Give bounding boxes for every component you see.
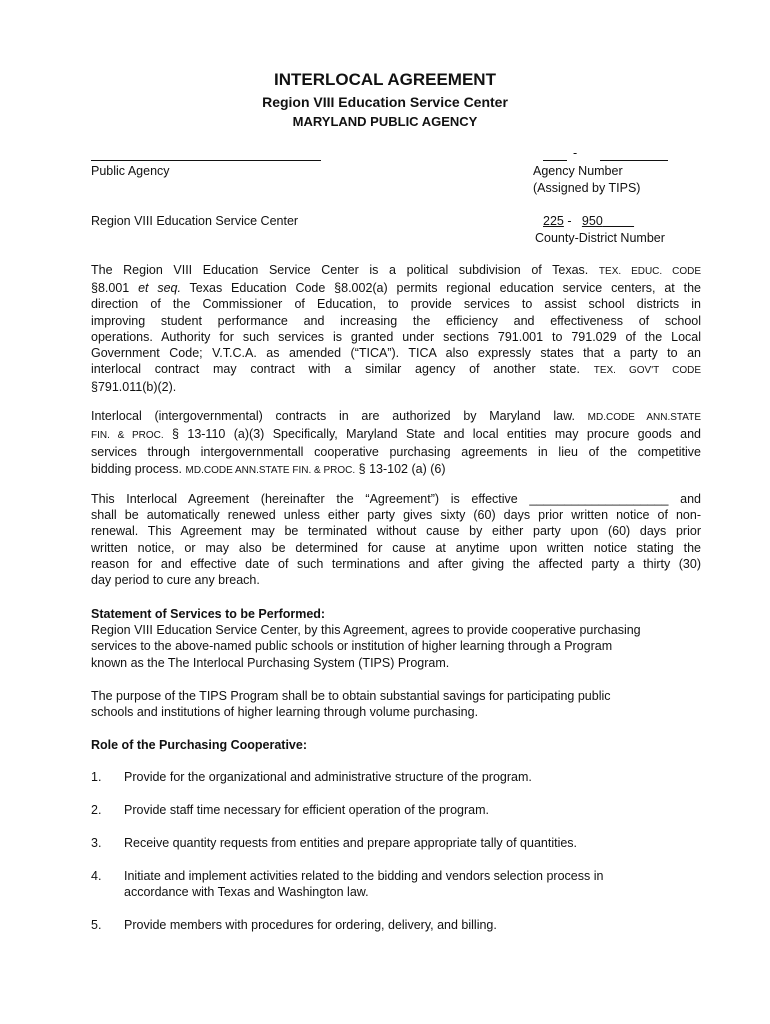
agency-number-blank-2 <box>600 160 668 161</box>
agency-number-dash: - <box>573 146 578 160</box>
document-title: INTERLOCAL AGREEMENT <box>274 70 496 89</box>
public-agency-label: Public Agency <box>91 164 170 178</box>
region-name: Region VIII Education Service Center <box>91 214 299 228</box>
district-code: 950 <box>581 214 603 228</box>
county-district-number: 225 - 950 <box>543 214 634 228</box>
county-code: 225 <box>543 214 564 228</box>
agency-heading: MARYLAND PUBLIC AGENCY <box>292 114 478 129</box>
purpose-paragraph: The purpose of the TIPS Program shall be to obtain substantial savings for participating public schools and institutions of higher learning through volume purchasing. <box>91 689 611 720</box>
authority-paragraph-texas: The Region VIII Education Service Center is a political subdivision of Texas. TEX. EDUC. CODE §8.001 et seq. Texas Education Code §8.002(a) permits regional education service centers, at the direction of the Commissioner of Education, to provide services to assist school districts in improving student performance and increasing the efficiency and effectiveness of school operations. Authority for such services is granted under sections 791.001 to 791.029 of the Local Government Code; V.T.C.A. as amended (“TICA”). TICA also expressly states that a party to an interlocal contract may contract with a similar agency of another state. TEX. GOV'T CODE §791.011(b)(2). <box>91 263 701 395</box>
authority-paragraph-maryland: Interlocal (intergovernmental) contracts in are authorized by Maryland law. MD.CODE ANN.STATE FIN. & PROC. § 13-110 (a)(3) Specifically, Maryland State and local entities may procure goods and services through intergovernmentall cooperative purchasing agreements in lieu of the competitive bidding process. MD.CODE ANN.STATE FIN. & PROC. § 13-102 (a) (6) <box>91 409 701 476</box>
agency-number-note: (Assigned by TIPS) <box>533 181 641 195</box>
county-district-label: County-District Number <box>535 231 665 245</box>
agency-number-blank-1 <box>543 160 567 161</box>
document-subtitle: Region VIII Education Service Center <box>262 94 508 110</box>
document-page: INTERLOCAL AGREEMENT Region VIII Education Service Center MARYLAND PUBLIC AGENCY Public Agency - Agency Number (Assigned by TIPS) Region VIII Education Service Center 225 - 950 County-District Number The Region VIII Education Service Center is a political subdivision of Texas. TEX. EDUC. CODE §8.001 et seq. Texas Education Code §8.002(a) permits regional education service centers, at the direction of the Commissioner of Education, to provide services to assist school districts in improving student performance and increasing the efficiency and effectiveness of school operations. Authority for such services is granted under sections 791.001 to 791.029 of the Local Government Code; V.T.C.A. as amended (“TICA”). TICA also expressly states that a party to an interlocal contract may contract with a similar agency of another state. TEX. GOV'T CODE §791.011(b)(2). Interlocal (intergovernmental) contracts in are authorized by Maryland law. MD.CODE ANN.STATE FIN. & PROC. § 13-110 (a)(3) Specifically, Maryland State and local entities may procure goods and services through intergovernmentall cooperative purchasing agreements in lieu of the competitive bidding process. MD.CODE ANN.STATE FIN. & PROC. § 13-102 (a) (6) This Interlocal Agreement (hereinafter the “Agreement”) is effective ____________________ and shall be automatically renewed unless either party gives sixty (60) days prior written notice of non- renewal. This Agreement may be terminated without cause by either party upon (60) days prior written notice, or may also be determined for cause at anytime upon written notice stating the reason for and effective date of such terminations and after giving the affected party a thirty (30) day period to cure any breach. Statement of Services to be Performed: Region VIII Education Service Center, by this Agreement, agrees to provide cooperative purchasing services to the above-named public schools or institution of higher learning through a Program known as the The Interlocal Purchasing System (TIPS) Program. The purpose of the TIPS Program shall be to obtain substantial savings for participating public schools and institutions of higher learning through volume purchasing. Role of the Purchasing Cooperative: 1. Provide for the organizational and administrative structure of the program. 2. Provide staff time necessary for efficient operation of the program. 3. Receive quantity requests from entities and prepare appropriate tally of quantities. 4. Initiate and implement activities related to the bidding and vendors selection process in accordance with Texas and Washington law. 5. Provide members with procedures for ordering, delivery, and billing. <box>0 0 770 1024</box>
public-agency-blank-line <box>91 160 321 161</box>
services-section: Statement of Services to be Performed: Region VIII Education Service Center, by this Agreement, agrees to provide cooperative purchasing services to the above-named public schools or institution of higher learning through a Program known as the The Interlocal Purchasing System (TIPS) Program. <box>91 606 701 671</box>
term-paragraph: This Interlocal Agreement (hereinafter the “Agreement”) is effective ____________________ and shall be automatically renewed unless either party gives sixty (60) days prior written notice of non- renewal. This Agreement may be terminated without cause by either party upon (60) days prior written notice, or may also be determined for cause at anytime upon written notice stating the reason for and effective date of such terminations and after giving the affected party a thirty (30) day period to cure any breach. <box>91 492 701 588</box>
services-heading: Statement of Services to be Performed: <box>91 607 326 621</box>
agency-number-label: Agency Number <box>533 164 623 178</box>
effective-date-blank: ____________________ <box>529 492 669 506</box>
role-heading: Role of the Purchasing Cooperative: <box>91 738 308 752</box>
